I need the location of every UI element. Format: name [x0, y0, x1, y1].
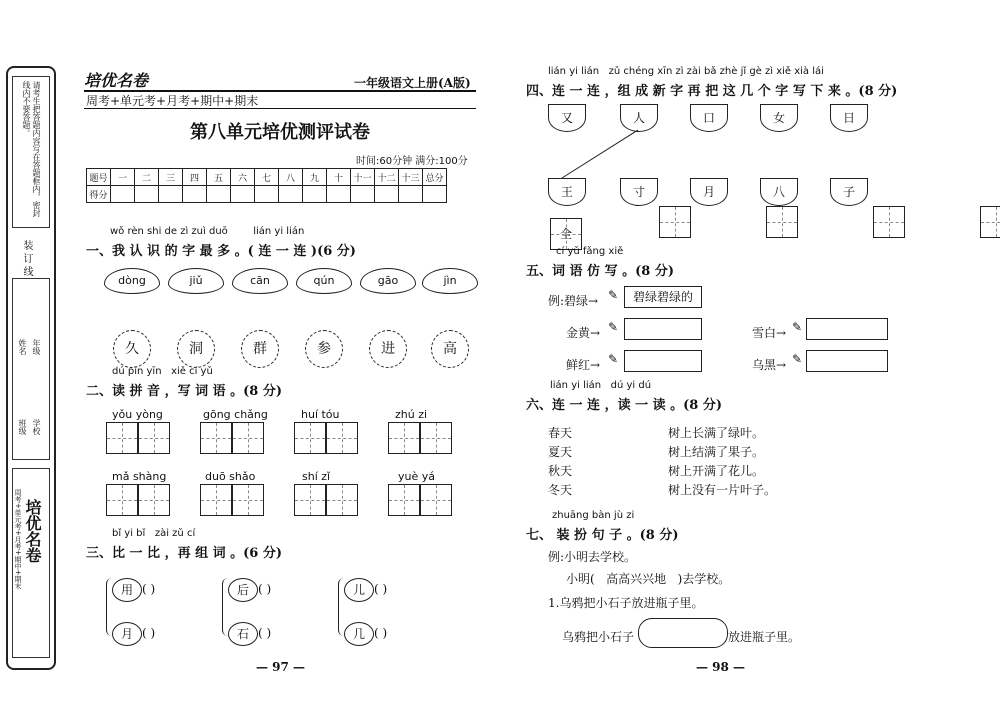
score-input[interactable] [207, 186, 231, 203]
score-input[interactable] [111, 186, 135, 203]
pinyin-leaf[interactable]: jiǔ [168, 268, 224, 294]
score-cell: 二 [135, 169, 159, 186]
score-cell: 三 [159, 169, 183, 186]
char-flower[interactable]: 洞 [177, 330, 215, 368]
word-pinyin: mǎ shàng [112, 470, 167, 483]
q5-answer-box[interactable] [624, 350, 702, 372]
component-tulip[interactable]: 子 [830, 178, 868, 206]
apple-char: 用 [112, 578, 142, 602]
page-number-right: — 98 — [696, 660, 746, 674]
series-line: 周考+单元考+月考+期中+期末 [86, 94, 259, 108]
answer-cell-filled[interactable]: 全 [550, 218, 582, 250]
score-input[interactable] [183, 186, 207, 203]
paren-input[interactable]: ( ) [374, 582, 388, 596]
apple-char: 儿 [344, 578, 374, 602]
student-info-box [12, 278, 50, 460]
q6-pinyin: lián yi lián dú yi dú [550, 380, 652, 391]
score-header-row [87, 169, 447, 186]
tian-pair[interactable] [200, 422, 264, 458]
paren-input[interactable]: ( ) [142, 582, 156, 596]
q5-answer-box[interactable] [806, 350, 888, 372]
tree-sentence[interactable]: 树上没有一片叶子。 [668, 483, 777, 497]
brand-logo: 培优名卷 [84, 71, 149, 90]
score-input[interactable] [255, 186, 279, 203]
q2-pinyin: dú pīn yīn xiě cí yǔ [112, 366, 213, 377]
pinyin-leaf[interactable]: cān [232, 268, 288, 294]
season-item[interactable]: 春天 [548, 426, 573, 440]
pinyin-leaf[interactable]: jìn [422, 268, 478, 294]
q7-item1: 1.乌鸦把小石子放进瓶子里。 [548, 596, 704, 610]
q3-pinyin: bǐ yi bǐ zài zǔ cí [112, 528, 196, 539]
tian-pair[interactable] [200, 484, 264, 520]
score-input[interactable] [303, 186, 327, 203]
connect-line [540, 124, 660, 184]
component-tulip[interactable]: 人 [620, 104, 658, 132]
q7-title: 七、 装 扮 句 子 。(8 分) [526, 528, 679, 543]
notes-text: 请考生把答题内容写在答题框内，密封线内不要答题。 [22, 81, 41, 217]
component-tulip[interactable]: 八 [760, 178, 798, 206]
q5-item: 雪白→ [752, 326, 787, 340]
apple-char: 月 [112, 622, 142, 646]
q5-example-label: 例:碧绿→ [548, 294, 599, 308]
name-label: 姓名 [18, 339, 27, 355]
component-tulip[interactable]: 寸 [620, 178, 658, 206]
score-cell: 四 [183, 169, 207, 186]
binding-label [21, 240, 31, 276]
tian-pair[interactable] [106, 422, 170, 458]
score-input[interactable] [135, 186, 159, 203]
score-input[interactable] [375, 186, 399, 203]
score-input[interactable] [327, 186, 351, 203]
answer-cell[interactable] [980, 206, 1000, 238]
apple-char: 后 [228, 578, 258, 602]
score-input[interactable] [159, 186, 183, 203]
word-pinyin: zhú zi [395, 408, 428, 421]
q5-answer-box[interactable] [624, 318, 702, 340]
pen-icon: ✎ [792, 352, 803, 366]
grade-label: 年级 [32, 339, 41, 355]
q4-title: 四、连 一 连 ，组 成 新 字 再 把 这 几 个 字 写 下 来 。(8 分) [526, 84, 898, 99]
score-cell: 五 [207, 169, 231, 186]
q6-title: 六、连 一 连 ，读 一 读 。(8 分) [526, 398, 723, 413]
pen-icon: ✎ [608, 320, 619, 334]
tree-sentence[interactable]: 树上长满了绿叶。 [668, 426, 765, 440]
paren-input[interactable]: ( ) [258, 626, 272, 640]
component-tulip[interactable]: 又 [548, 104, 586, 132]
q1-pinyin: wǒ rèn shi de zì zuì duō lián yi lián [110, 226, 305, 237]
apple-char: 几 [344, 622, 374, 646]
q3-title: 三、比 一 比 ，再 组 词 。(6 分) [86, 546, 283, 561]
score-cell: 一 [111, 169, 135, 186]
q4-pinyin: lián yi lián zǔ chéng xīn zì zài bǎ zhè jǐ gè zì xiě xià lái [548, 66, 824, 77]
answer-cell[interactable] [873, 206, 905, 238]
pinyin-leaf[interactable]: qún [296, 268, 352, 294]
component-tulip[interactable]: 日 [830, 104, 868, 132]
class-label: 班级 [18, 419, 27, 435]
score-cell: 得分 [87, 186, 111, 203]
score-cell: 十 [327, 169, 351, 186]
paren-input[interactable]: ( ) [374, 626, 388, 640]
pinyin-leaf[interactable]: dòng [104, 268, 160, 294]
apple-char: 石 [228, 622, 258, 646]
pen-icon: ✎ [608, 352, 619, 366]
binding-char-3: 线 [21, 266, 32, 277]
season-item[interactable]: 冬天 [548, 483, 573, 497]
page-title: 第八单元培优测评试卷 [190, 122, 370, 143]
score-input[interactable] [231, 186, 255, 203]
q5-item: 鲜红→ [566, 358, 601, 372]
q7-item1-right: 放进瓶子里。 [728, 630, 801, 644]
score-cell: 十三 [399, 169, 423, 186]
component-tulip[interactable]: 月 [690, 178, 728, 206]
notes-box [12, 76, 50, 228]
school-label: 学校 [32, 419, 41, 435]
score-table [86, 168, 447, 203]
q5-item: 金黄→ [566, 326, 601, 340]
binding-sidebar [6, 66, 56, 670]
q5-example-answer: 碧绿碧绿的 [624, 286, 702, 308]
pen-icon: ✎ [792, 320, 803, 334]
pen-icon: ✎ [608, 288, 619, 302]
paren-input[interactable]: ( ) [258, 582, 272, 596]
word-pinyin: gōng chǎng [203, 408, 268, 421]
binding-char-1: 装 [21, 240, 32, 250]
component-tulip[interactable]: 女 [760, 104, 798, 132]
word-pinyin: duō shǎo [205, 470, 256, 483]
tian-pair[interactable] [294, 422, 358, 458]
sidebar-logo-sub: 周考+单元考+月考+期中+期末 [14, 489, 22, 590]
q7-example-answer: 小明( 高高兴兴地 )去学校。 [566, 572, 731, 586]
binding-char-2: 订 [21, 253, 32, 264]
char-flower[interactable]: 进 [369, 330, 407, 368]
tian-pair[interactable] [388, 422, 452, 458]
tian-pair[interactable] [106, 484, 170, 520]
char-flower[interactable]: 群 [241, 330, 279, 368]
score-cell: 八 [279, 169, 303, 186]
time-info: 时间:60分钟 满分:100分 [356, 156, 468, 167]
q7-pinyin: zhuāng bàn jù zi [552, 510, 635, 521]
paren-input[interactable]: ( ) [142, 626, 156, 640]
char-flower[interactable]: 久 [113, 330, 151, 368]
score-cell: 六 [231, 169, 255, 186]
score-cell: 题号 [87, 169, 111, 186]
season-item[interactable]: 夏天 [548, 445, 573, 459]
q5-title: 五、词 语 仿 写 。(8 分) [526, 264, 674, 279]
component-tulip[interactable]: 王 [548, 178, 586, 206]
word-pinyin: shí zǐ [302, 470, 331, 483]
score-input[interactable] [399, 186, 423, 203]
score-input[interactable] [423, 186, 447, 203]
tree-sentence[interactable]: 树上开满了花儿。 [668, 464, 765, 478]
q7-item1-left: 乌鸦把小石子 [562, 630, 635, 644]
score-value-row [87, 186, 447, 203]
tree-sentence[interactable]: 树上结满了果子。 [668, 445, 765, 459]
score-cell: 十一 [351, 169, 375, 186]
q1-title: 一、我 认 识 的 字 最 多 。( 连 一 连 )(6 分) [86, 244, 356, 259]
tian-pair[interactable] [294, 484, 358, 520]
char-flower[interactable]: 参 [305, 330, 343, 368]
score-cell: 九 [303, 169, 327, 186]
q5-pinyin: cí yǔ fǎng xiě [556, 246, 624, 257]
page-number-left: — 97 — [256, 660, 306, 674]
score-cell: 七 [255, 169, 279, 186]
grade-title: 一年级语文上册(A版) [354, 76, 471, 90]
score-input[interactable] [279, 186, 303, 203]
word-pinyin: yuè yá [398, 470, 435, 483]
pinyin-leaf[interactable]: gāo [360, 268, 416, 294]
cloud-answer-box[interactable] [638, 618, 728, 648]
answer-cell[interactable] [766, 206, 798, 238]
q7-example: 例:小明去学校。 [548, 550, 637, 564]
answer-cell[interactable] [659, 206, 691, 238]
word-pinyin: huí tóu [301, 408, 340, 421]
score-cell: 十二 [375, 169, 399, 186]
tian-pair[interactable] [388, 484, 452, 520]
word-pinyin: yǒu yòng [112, 408, 163, 421]
header-rule-thin [84, 108, 476, 109]
q5-item: 乌黑→ [752, 358, 787, 372]
score-cell: 总分 [423, 169, 447, 186]
season-item[interactable]: 秋天 [548, 464, 573, 478]
q5-answer-box[interactable] [806, 318, 888, 340]
q2-title: 二、读 拼 音 ，写 词 语 。(8 分) [86, 384, 283, 399]
char-flower[interactable]: 高 [431, 330, 469, 368]
component-tulip[interactable]: 口 [690, 104, 728, 132]
sidebar-logo-box [12, 468, 50, 658]
score-input[interactable] [351, 186, 375, 203]
sidebar-logo: 培优名卷 [23, 499, 42, 563]
